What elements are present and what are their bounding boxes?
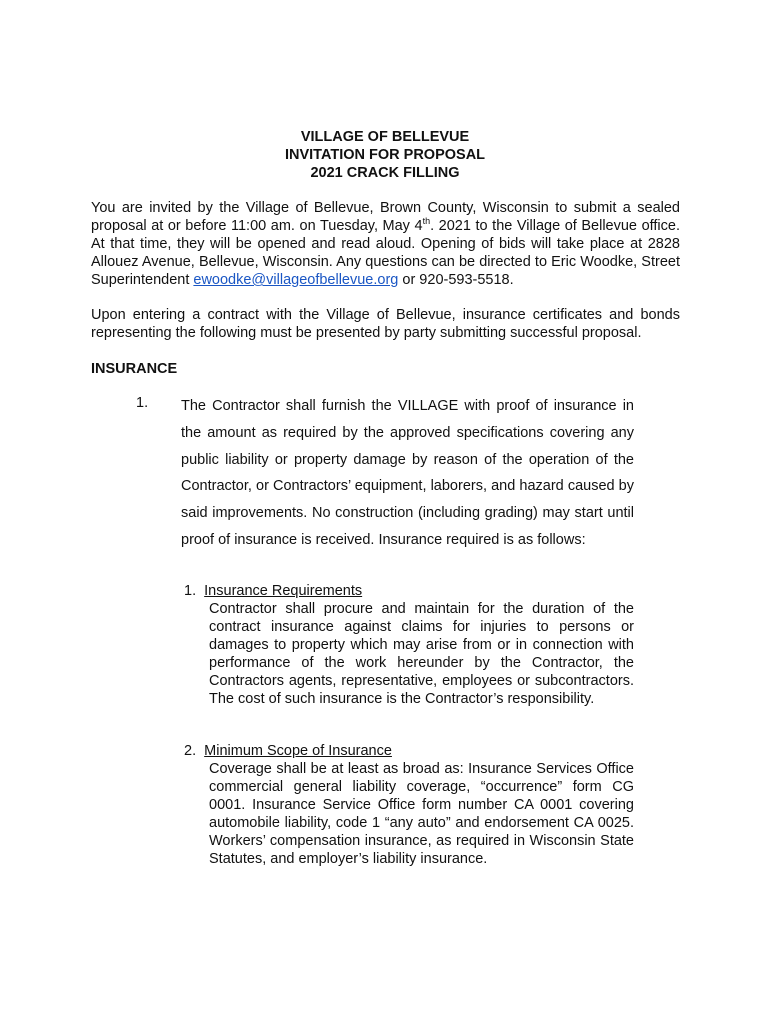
subitem-title: Minimum Scope of Insurance — [204, 743, 392, 759]
document-title — [0, 128, 770, 182]
subitem-heading-requirements — [184, 582, 362, 600]
intro-text-3: or 920-593-5518. — [398, 272, 514, 288]
subitem-title: Insurance Requirements — [204, 583, 363, 599]
item-text: The Contractor shall furnish the VILLAGE with proof of insurance in the amount as required by the approved specifications covering any public liability or property damage by reason of the operation of the Contractor, or Contractors’ equipment, laborers, and hazard caused by said improvements. No construction (including grading) may start until proof of insurance is received. Insurance required is as follows: — [181, 398, 634, 548]
subitem-body-scope: Coverage shall be at least as broad as: Insurance Services Office commercial general liability coverage, “occurrence” form CG 0001. Insurance Service Office form number CA 0001 covering automobile liability, code 1 “any auto” and endorsement CA 0025. Workers’ compensation insurance, as required in Wisconsin State Statutes, and employer’s liability insurance. — [209, 761, 634, 867]
email-link[interactable]: ewoodke@villageofbellevue.org — [193, 272, 399, 288]
contract-paragraph: Upon entering a contract with the Village of Bellevue, insurance certificates and bonds representing the following must be presented by party submitting successful proposal. — [91, 307, 680, 341]
intro-text-1: You are invited by the Village of Bellevue, Brown County, Wisconsin to submit a sealed proposal at or before 11:00 am. on Tuesday, May 4 — [91, 200, 680, 234]
section-heading-insurance: INSURANCE — [91, 361, 178, 377]
subitem-body-requirements: Contractor shall procure and maintain for the duration of the contract insurance against claims for injuries to persons or damages to property which may arise from or in connection with performance of the work hereunder by the Contractor, the Contractors agents, representative, employees or subcontractors. The cost of such insurance is the Contractor’s responsibility. — [209, 601, 634, 707]
subitem-heading-scope — [184, 742, 392, 760]
intro-text-2: . 2021 to the Village of Bellevue office. At that time, they will be opened and read aloud. Opening of bids will take place at 2828 Allouez Avenue, Bellevue, Wisconsin. Any questions can be directed to Eric Woodke, Street Superintendent — [91, 218, 680, 288]
intro-date-suffix: th — [422, 216, 431, 227]
item-number: 1. — [136, 395, 149, 411]
intro-paragraph — [91, 199, 680, 289]
subitem-number: 2. — [184, 743, 197, 759]
title-line-invitation: INVITATION FOR PROPOSAL — [284, 147, 486, 163]
subitem-number: 1. — [184, 583, 197, 599]
title-line-project: 2021 CRACK FILLING — [310, 165, 460, 181]
title-line-village: VILLAGE OF BELLEVUE — [300, 129, 470, 145]
